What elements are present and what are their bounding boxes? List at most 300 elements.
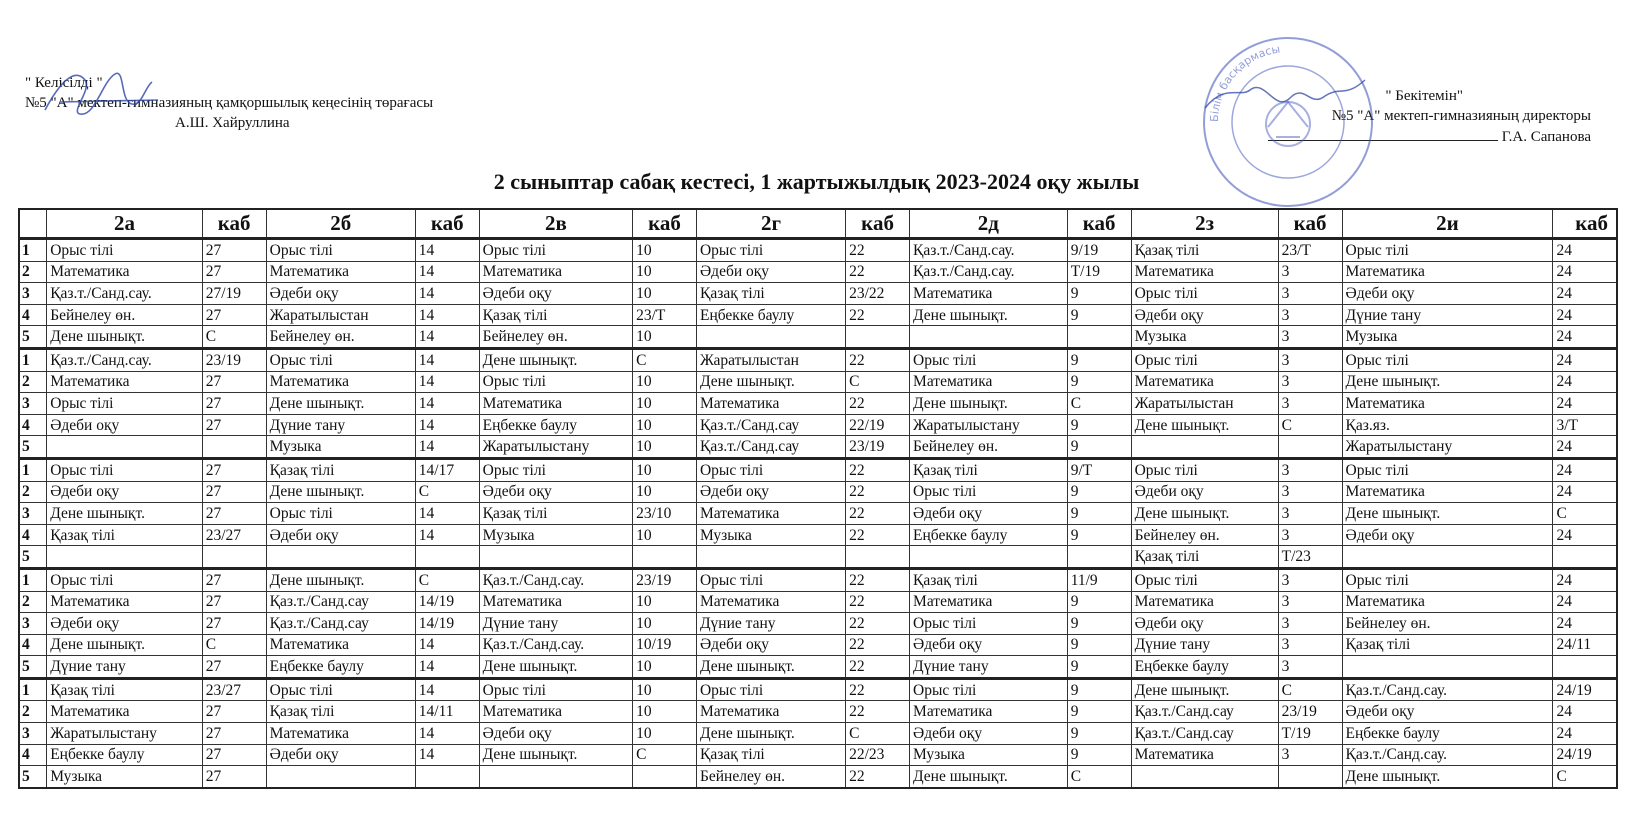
room-cell: 23/19 bbox=[846, 436, 910, 459]
subject-cell: Орыс тілі bbox=[266, 348, 415, 371]
subject-cell: Математика bbox=[1342, 393, 1553, 415]
subject-cell: Жаратылыстан bbox=[1131, 393, 1278, 415]
room-cell: 23/10 bbox=[633, 503, 697, 525]
subject-cell: Орыс тілі bbox=[696, 678, 845, 701]
room-cell: 22/19 bbox=[846, 414, 910, 436]
subject-cell: Әдеби оқу bbox=[910, 723, 1068, 745]
room-cell: 14 bbox=[415, 414, 479, 436]
subject-cell: Қаз.т./Санд.сау bbox=[266, 591, 415, 613]
room-cell: 27 bbox=[202, 239, 266, 262]
subject-cell: Еңбекке баулу bbox=[479, 414, 632, 436]
subject-cell: Орыс тілі bbox=[266, 678, 415, 701]
subject-cell: Қазақ тілі bbox=[266, 458, 415, 481]
room-cell: 3 bbox=[1278, 481, 1342, 503]
subject-cell: Бейнелеу өн. bbox=[910, 436, 1068, 459]
room-cell: 10 bbox=[633, 436, 697, 459]
subject-cell: Дене шынықт. bbox=[1131, 678, 1278, 701]
subject-cell: Жаратылыстан bbox=[266, 304, 415, 326]
room-cell: 9 bbox=[1067, 524, 1131, 546]
room-cell bbox=[202, 436, 266, 459]
subject-cell: Орыс тілі bbox=[1342, 568, 1553, 591]
subject-cell: Әдеби оқу bbox=[910, 634, 1068, 656]
table-row bbox=[19, 678, 1617, 701]
subject-cell: Математика bbox=[910, 591, 1068, 613]
subject-cell: Қазақ тілі bbox=[479, 503, 632, 525]
table-row bbox=[19, 546, 1617, 569]
room-cell: 11/9 bbox=[1067, 568, 1131, 591]
subject-cell: Математика bbox=[1131, 371, 1278, 393]
table-row bbox=[19, 481, 1617, 503]
subject-cell: Математика bbox=[479, 701, 632, 723]
room-cell: 9 bbox=[1067, 283, 1131, 305]
room-cell: 9 bbox=[1067, 414, 1131, 436]
room-cell: 27 bbox=[202, 503, 266, 525]
room-cell: 10 bbox=[633, 656, 697, 679]
header-room: каб bbox=[415, 209, 479, 239]
header-class: 2г bbox=[696, 209, 845, 239]
room-cell: 23/Т bbox=[1278, 239, 1342, 262]
room-cell: 27 bbox=[202, 393, 266, 415]
room-cell: Т/19 bbox=[1278, 723, 1342, 745]
room-cell: 3 bbox=[1278, 348, 1342, 371]
room-cell: С bbox=[202, 634, 266, 656]
subject-cell: Орыс тілі bbox=[1342, 348, 1553, 371]
subject-cell: Орыс тілі bbox=[1131, 348, 1278, 371]
room-cell: 9 bbox=[1067, 348, 1131, 371]
room-cell: 27 bbox=[202, 304, 266, 326]
subject-cell: Дене шынықт. bbox=[1342, 371, 1553, 393]
subject-cell: Дене шынықт. bbox=[266, 568, 415, 591]
subject-cell: Орыс тілі bbox=[47, 393, 203, 415]
subject-cell: Математика bbox=[696, 503, 845, 525]
header-lesson-number bbox=[19, 209, 47, 239]
table-row bbox=[19, 744, 1617, 766]
table-row bbox=[19, 348, 1617, 371]
chair-signature bbox=[40, 62, 170, 122]
subject-cell: Қаз.т./Санд.сау. bbox=[47, 283, 203, 305]
subject-cell: Бейнелеу өн. bbox=[266, 326, 415, 349]
room-cell: 22 bbox=[846, 239, 910, 262]
room-cell: 9 bbox=[1067, 723, 1131, 745]
table-row bbox=[19, 283, 1617, 305]
room-cell: 14 bbox=[415, 744, 479, 766]
room-cell: 10 bbox=[633, 701, 697, 723]
room-cell: 10 bbox=[633, 481, 697, 503]
room-cell: 22 bbox=[846, 524, 910, 546]
room-cell: С bbox=[846, 371, 910, 393]
header-room: каб bbox=[633, 209, 697, 239]
table-row bbox=[19, 239, 1617, 262]
subject-cell: Әдеби оқу bbox=[47, 414, 203, 436]
subject-cell: Орыс тілі bbox=[266, 503, 415, 525]
approved-label: " Бекітемін" bbox=[1385, 88, 1463, 104]
header-class: 2и bbox=[1342, 209, 1553, 239]
subject-cell: Дүние тану bbox=[696, 613, 845, 635]
room-cell: 24/19 bbox=[1553, 678, 1617, 701]
table-row bbox=[19, 723, 1617, 745]
subject-cell: Қаз.т./Санд.сау. bbox=[910, 261, 1068, 283]
lesson-number: 4 bbox=[19, 634, 47, 656]
table-row bbox=[19, 656, 1617, 679]
subject-cell: Әдеби оқу bbox=[47, 613, 203, 635]
subject-cell: Математика bbox=[266, 634, 415, 656]
room-cell: 10 bbox=[633, 239, 697, 262]
subject-cell: Дүние тану bbox=[910, 656, 1068, 679]
subject-cell: Қазақ тілі bbox=[696, 283, 845, 305]
subject-cell: Орыс тілі bbox=[910, 481, 1068, 503]
subject-cell: Қаз.т./Санд.сау. bbox=[479, 568, 632, 591]
room-cell bbox=[1278, 436, 1342, 459]
subject-cell: Қаз.яз. bbox=[1342, 414, 1553, 436]
room-cell: 14 bbox=[415, 634, 479, 656]
room-cell: 27 bbox=[202, 591, 266, 613]
room-cell: 3 bbox=[1278, 261, 1342, 283]
table-row bbox=[19, 613, 1617, 635]
room-cell: С bbox=[633, 348, 697, 371]
room-cell: 10 bbox=[633, 613, 697, 635]
room-cell bbox=[1553, 656, 1617, 679]
lesson-number: 3 bbox=[19, 393, 47, 415]
subject-cell: Дене шынықт. bbox=[1131, 414, 1278, 436]
room-cell: С bbox=[1278, 414, 1342, 436]
subject-cell: Әдеби оқу bbox=[266, 283, 415, 305]
subject-cell: Қазақ тілі bbox=[479, 304, 632, 326]
table-row bbox=[19, 414, 1617, 436]
subject-cell: Математика bbox=[47, 701, 203, 723]
room-cell: 9 bbox=[1067, 678, 1131, 701]
subject-cell: Математика bbox=[1131, 591, 1278, 613]
room-cell: 3 bbox=[1278, 591, 1342, 613]
room-cell: 22 bbox=[846, 678, 910, 701]
subject-cell bbox=[1342, 546, 1553, 569]
room-cell: 9 bbox=[1067, 304, 1131, 326]
room-cell: 3/Т bbox=[1553, 414, 1617, 436]
room-cell: 22 bbox=[846, 458, 910, 481]
table-header-row bbox=[19, 209, 1617, 239]
header-room: каб bbox=[202, 209, 266, 239]
room-cell: 22 bbox=[846, 568, 910, 591]
room-cell: 9 bbox=[1067, 744, 1131, 766]
room-cell: 9 bbox=[1067, 481, 1131, 503]
table-row bbox=[19, 458, 1617, 481]
subject-cell: Орыс тілі bbox=[47, 239, 203, 262]
lesson-number: 4 bbox=[19, 744, 47, 766]
subject-cell bbox=[1342, 656, 1553, 679]
room-cell: 24/11 bbox=[1553, 634, 1617, 656]
table-row bbox=[19, 503, 1617, 525]
subject-cell: Еңбекке баулу bbox=[266, 656, 415, 679]
room-cell: 22 bbox=[846, 304, 910, 326]
subject-cell: Дүние тану bbox=[47, 656, 203, 679]
subject-cell: Музыка bbox=[696, 524, 845, 546]
subject-cell: Орыс тілі bbox=[1342, 458, 1553, 481]
subject-cell: Орыс тілі bbox=[47, 568, 203, 591]
room-cell: 9 bbox=[1067, 701, 1131, 723]
subject-cell: Бейнелеу өн. bbox=[479, 326, 632, 349]
lesson-number: 3 bbox=[19, 283, 47, 305]
day-block bbox=[19, 458, 1617, 568]
room-cell: 24 bbox=[1553, 393, 1617, 415]
room-cell: 14 bbox=[415, 436, 479, 459]
room-cell: 24 bbox=[1553, 481, 1617, 503]
subject-cell: Әдеби оқу bbox=[266, 744, 415, 766]
subject-cell: Математика bbox=[910, 283, 1068, 305]
subject-cell: Дене шынықт. bbox=[1131, 503, 1278, 525]
room-cell: 3 bbox=[1278, 524, 1342, 546]
room-cell: 14/17 bbox=[415, 458, 479, 481]
table-row bbox=[19, 524, 1617, 546]
room-cell: 10 bbox=[633, 371, 697, 393]
subject-cell: Қаз.т./Санд.сау. bbox=[910, 239, 1068, 262]
director-signature bbox=[1195, 68, 1375, 128]
room-cell: 27 bbox=[202, 613, 266, 635]
lesson-number: 3 bbox=[19, 503, 47, 525]
day-block bbox=[19, 239, 1617, 349]
header-room: каб bbox=[1067, 209, 1131, 239]
subject-cell: Математика bbox=[479, 393, 632, 415]
room-cell: 22 bbox=[846, 591, 910, 613]
room-cell bbox=[633, 546, 697, 569]
room-cell: 22 bbox=[846, 348, 910, 371]
lesson-number: 1 bbox=[19, 239, 47, 262]
subject-cell bbox=[696, 546, 845, 569]
header-class: 2з bbox=[1131, 209, 1278, 239]
room-cell: 24 bbox=[1553, 524, 1617, 546]
subject-cell bbox=[479, 766, 632, 788]
table-row bbox=[19, 393, 1617, 415]
council-chair-title: №5 "А" мектеп-гимназияның қамқоршылық кеңесінің төрағасы bbox=[25, 95, 434, 111]
room-cell: 14 bbox=[415, 503, 479, 525]
subject-cell: Қазақ тілі bbox=[910, 568, 1068, 591]
table-row bbox=[19, 568, 1617, 591]
table-row bbox=[19, 371, 1617, 393]
subject-cell: Әдеби оқу bbox=[266, 524, 415, 546]
subject-cell: Математика bbox=[910, 371, 1068, 393]
subject-cell: Қаз.т./Санд.сау bbox=[266, 613, 415, 635]
subject-cell: Орыс тілі bbox=[479, 371, 632, 393]
room-cell: 14 bbox=[415, 261, 479, 283]
room-cell: 9 bbox=[1067, 503, 1131, 525]
room-cell: 3 bbox=[1278, 326, 1342, 349]
subject-cell: Орыс тілі bbox=[696, 239, 845, 262]
room-cell: С bbox=[1278, 678, 1342, 701]
room-cell: С bbox=[1067, 766, 1131, 788]
lesson-number: 5 bbox=[19, 766, 47, 788]
subject-cell: Қазақ тілі bbox=[1131, 546, 1278, 569]
room-cell: С bbox=[415, 481, 479, 503]
subject-cell: Математика bbox=[266, 723, 415, 745]
subject-cell: Дене шынықт. bbox=[479, 348, 632, 371]
room-cell: 22 bbox=[846, 656, 910, 679]
subject-cell: Дене шынықт. bbox=[479, 744, 632, 766]
subject-cell: Дүние тану bbox=[1131, 634, 1278, 656]
subject-cell: Еңбекке баулу bbox=[47, 744, 203, 766]
subject-cell: Бейнелеу өн. bbox=[1342, 613, 1553, 635]
subject-cell bbox=[266, 766, 415, 788]
subject-cell: Әдеби оқу bbox=[479, 283, 632, 305]
room-cell: 14 bbox=[415, 239, 479, 262]
room-cell: 14/19 bbox=[415, 613, 479, 635]
subject-cell: Еңбекке баулу bbox=[910, 524, 1068, 546]
subject-cell: Дене шынықт. bbox=[479, 656, 632, 679]
room-cell: 3 bbox=[1278, 393, 1342, 415]
room-cell: 24 bbox=[1553, 591, 1617, 613]
room-cell: 24 bbox=[1553, 458, 1617, 481]
council-chair-name: А.Ш. Хайруллина bbox=[175, 115, 290, 131]
subject-cell: Қаз.т./Санд.сау. bbox=[1342, 678, 1553, 701]
room-cell: 10/19 bbox=[633, 634, 697, 656]
room-cell: 23/19 bbox=[1278, 701, 1342, 723]
room-cell bbox=[1278, 766, 1342, 788]
room-cell: 22/23 bbox=[846, 744, 910, 766]
room-cell bbox=[415, 546, 479, 569]
room-cell: 10 bbox=[633, 283, 697, 305]
lesson-number: 2 bbox=[19, 481, 47, 503]
room-cell: 24 bbox=[1553, 568, 1617, 591]
subject-cell: Еңбекке баулу bbox=[1342, 723, 1553, 745]
room-cell bbox=[202, 546, 266, 569]
room-cell: 24 bbox=[1553, 613, 1617, 635]
subject-cell: Әдеби оқу bbox=[1131, 481, 1278, 503]
subject-cell: Орыс тілі bbox=[47, 458, 203, 481]
room-cell: 9 bbox=[1067, 634, 1131, 656]
subject-cell bbox=[910, 546, 1068, 569]
table-row bbox=[19, 436, 1617, 459]
room-cell: 10 bbox=[633, 678, 697, 701]
room-cell: 22 bbox=[846, 503, 910, 525]
subject-cell: Қаз.т./Санд.сау bbox=[1131, 701, 1278, 723]
room-cell: 24 bbox=[1553, 723, 1617, 745]
subject-cell: Математика bbox=[1131, 261, 1278, 283]
room-cell: С bbox=[1067, 393, 1131, 415]
room-cell: С bbox=[846, 723, 910, 745]
room-cell bbox=[846, 546, 910, 569]
room-cell: 23/27 bbox=[202, 524, 266, 546]
room-cell: Т/23 bbox=[1278, 546, 1342, 569]
subject-cell: Музыка bbox=[266, 436, 415, 459]
room-cell: 27 bbox=[202, 723, 266, 745]
subject-cell: Математика bbox=[479, 261, 632, 283]
room-cell: 14 bbox=[415, 283, 479, 305]
room-cell: 27/19 bbox=[202, 283, 266, 305]
subject-cell: Дене шынықт. bbox=[266, 481, 415, 503]
room-cell: 3 bbox=[1278, 613, 1342, 635]
director-title: №5 "А" мектеп-гимназияның директоры bbox=[1331, 108, 1591, 124]
subject-cell: Дүние тану bbox=[479, 613, 632, 635]
room-cell: 14 bbox=[415, 348, 479, 371]
subject-cell: Орыс тілі bbox=[266, 239, 415, 262]
subject-cell: Орыс тілі bbox=[1131, 458, 1278, 481]
header-room: каб bbox=[1553, 209, 1617, 239]
subject-cell: Орыс тілі bbox=[696, 568, 845, 591]
subject-cell: Математика bbox=[696, 393, 845, 415]
subject-cell: Дене шынықт. bbox=[1342, 503, 1553, 525]
subject-cell: Бейнелеу өн. bbox=[1131, 524, 1278, 546]
room-cell: 14 bbox=[415, 326, 479, 349]
room-cell: С bbox=[1553, 766, 1617, 788]
room-cell: 23/27 bbox=[202, 678, 266, 701]
room-cell: Т/19 bbox=[1067, 261, 1131, 283]
subject-cell: Математика bbox=[1342, 591, 1553, 613]
subject-cell bbox=[1131, 436, 1278, 459]
room-cell: 24 bbox=[1553, 436, 1617, 459]
page-title: 2 сыныптар сабақ кестесі, 1 жартыжылдық 2023-2024 оқу жылы bbox=[493, 169, 1140, 194]
room-cell bbox=[1553, 546, 1617, 569]
subject-cell: Әдеби оқу bbox=[696, 481, 845, 503]
lesson-number: 5 bbox=[19, 546, 47, 569]
subject-cell: Дене шынықт. bbox=[47, 634, 203, 656]
room-cell: 22 bbox=[846, 261, 910, 283]
subject-cell: Бейнелеу өн. bbox=[47, 304, 203, 326]
subject-cell: Қаз.т./Санд.сау bbox=[696, 436, 845, 459]
room-cell: 3 bbox=[1278, 283, 1342, 305]
subject-cell: Дене шынықт. bbox=[696, 656, 845, 679]
room-cell: С bbox=[415, 568, 479, 591]
room-cell: 22 bbox=[846, 481, 910, 503]
subject-cell bbox=[910, 326, 1068, 349]
table-row bbox=[19, 326, 1617, 349]
room-cell: 3 bbox=[1278, 503, 1342, 525]
room-cell: 27 bbox=[202, 701, 266, 723]
room-cell: 24/19 bbox=[1553, 744, 1617, 766]
subject-cell: Дене шынықт. bbox=[910, 393, 1068, 415]
header-room: каб bbox=[846, 209, 910, 239]
subject-cell: Орыс тілі bbox=[910, 348, 1068, 371]
table-row bbox=[19, 304, 1617, 326]
room-cell: 9 bbox=[1067, 371, 1131, 393]
room-cell: 9/19 bbox=[1067, 239, 1131, 262]
subject-cell: Математика bbox=[1131, 744, 1278, 766]
lesson-number: 4 bbox=[19, 304, 47, 326]
day-block bbox=[19, 678, 1617, 787]
subject-cell: Әдеби оқу bbox=[1131, 304, 1278, 326]
room-cell: 23/22 bbox=[846, 283, 910, 305]
room-cell: 3 bbox=[1278, 568, 1342, 591]
lesson-number: 3 bbox=[19, 723, 47, 745]
subject-cell: Әдеби оқу bbox=[696, 634, 845, 656]
subject-cell: Орыс тілі bbox=[1131, 568, 1278, 591]
subject-cell: Математика bbox=[910, 701, 1068, 723]
subject-cell: Қазақ тілі bbox=[910, 458, 1068, 481]
lesson-number: 5 bbox=[19, 656, 47, 679]
room-cell: 14 bbox=[415, 371, 479, 393]
subject-cell: Қаз.т./Санд.сау. bbox=[1342, 744, 1553, 766]
room-cell: 3 bbox=[1278, 634, 1342, 656]
subject-cell: Орыс тілі bbox=[479, 678, 632, 701]
subject-cell: Дене шынықт. bbox=[696, 723, 845, 745]
subject-cell: Математика bbox=[1342, 481, 1553, 503]
subject-cell: Әдеби оқу bbox=[1342, 701, 1553, 723]
room-cell: 9 bbox=[1067, 613, 1131, 635]
header-class: 2д bbox=[910, 209, 1068, 239]
day-block bbox=[19, 568, 1617, 678]
subject-cell: Қаз.т./Санд.сау. bbox=[47, 348, 203, 371]
room-cell: С bbox=[1553, 503, 1617, 525]
subject-cell: Орыс тілі bbox=[1342, 239, 1553, 262]
room-cell: 9 bbox=[1067, 436, 1131, 459]
room-cell: 3 bbox=[1278, 656, 1342, 679]
lesson-number: 2 bbox=[19, 371, 47, 393]
subject-cell: Математика bbox=[1342, 261, 1553, 283]
subject-cell: Бейнелеу өн. bbox=[696, 766, 845, 788]
subject-cell: Музыка bbox=[910, 744, 1068, 766]
subject-cell bbox=[696, 326, 845, 349]
room-cell bbox=[415, 766, 479, 788]
subject-cell: Әдеби оқу bbox=[1342, 283, 1553, 305]
room-cell: 24 bbox=[1553, 239, 1617, 262]
room-cell: 10 bbox=[633, 723, 697, 745]
room-cell: 3 bbox=[1278, 458, 1342, 481]
